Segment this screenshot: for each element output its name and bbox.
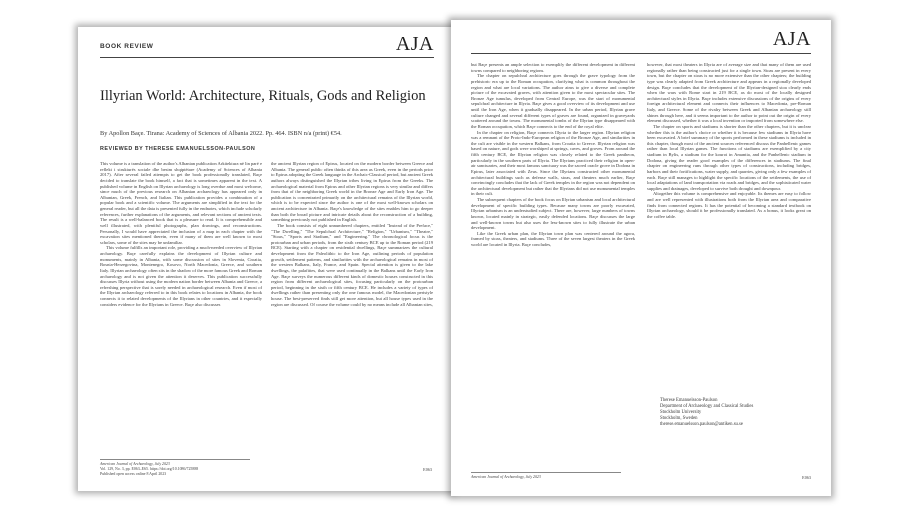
footer-rule [471,472,621,473]
footer-volume: Vol. 129, No. 3, pp. E063–E65. https://doi.org/10.1086/725888 [100,466,199,471]
book-review-page-right [451,20,831,496]
reviewer-name: REVIEWED BY THERESE EMANUELSSON-PAULSON [100,146,256,152]
footer-info [100,462,340,476]
signature-line: Therese Emanuelsson-Paulson [660,398,718,403]
paragraph: The chapter on sepulchral architecture goes through the grave typology from the prehistoric era up to the Roman occupation, clarifying what is common throughout the region and what are local variations. The author aims to give a diverse and complete picture of the excavated graves, with attention given to the most spectacular sites. The Bronze Age tumulus, developed from Central Europe, was the start of monumental sepulchral architecture in Illyria. Baçe gives a good overview of its development and use until the Iron Age, when it gradually disappeared. In the urban period, Illyrian grave culture changed and several different types of graves are found, organized in graveyards scattered around the towns. The monumental tombs of the Illyrian type disappeared with the Roman occupation, which Baçe connects to the end of the royal elite. [471,73,635,129]
book-review-page-left [78,27,454,491]
paragraph: The chapter on sports and stadiums is shorter than the other chapters, but it is unclear whether this is the author's choice or whether it is because few stadiums in Illyria have been excavated. A brief summary of the sports performed in these stadiums is included in this chapter, though most of the ancient sources referenced discuss the Panhellenic games rather than local Illyrian games. The functions of stadiums are exemplified by a city stadium in Bylis, a stadium for the kouroi in Amantia, and the Panhellenic stadium in Dodona, giving the reader good examples of the differences in stadiums. The final chapter on engineering runs through other types of constructions, including bridges, harbors and their fortifications, water supply, and quarries, giving only a few examples of each. Baçe still manages to highlight the specific locations of the settlements, the use of local adaptations of land transportation via roads and bridges, and the sophisticated water supplies and drainages, developed to survive both drought and downpour. [647,123,811,191]
text-column-left [471,62,635,248]
paragraph: This volume is a translation of the author's Albanian publication Arkitektura në lin parë e reflekt i strukturës sociale dhe besim shqiptëtare (Academy of Sciences of Albania 2017). After several failed attempts to get the book professionally translated, Baçe decided to translate the book himself, a fact that is sometimes apparent in the text. A published volume in English on Illyrian archaeology is long overdue and most welcome, since much of the previous research on Albanian archaeology has appeared only in Albanian, Greek, French, and Italian. This publication provides a combination of a popular book and a scientific volume. The arguments are simplified in the text for the general reader, but all the data is presented fully in the endnotes, which include scholarly references, further explanations of the arguments, and relevant sections of ancient texts. The result is a well-balanced book that is a pleasure to read. It is comprehensible and well illustrated, with plentiful photographs, plan drawings, and reconstructions. Personally, I would have appreciated the inclusion of a map in each chapter with the excavation sites mentioned therein, even if many of them are well known to most scholars, some of the sites may be unfamiliar. [100,161,262,245]
footer-rule [100,459,250,460]
text-column-right [271,161,433,307]
footer-journal: American Journal of Archaeology, July 2023 [471,475,541,479]
paragraph: This volume fulfills an important role, providing a much-needed overview of Illyrian archaeology. Baçe carefully explains the development of Illyrian culture and monuments, mainly in Albania, with some discussion of sites in Slovenia, Croatia, Bosnia-Herzegovina, Montenegro, Kosovo, North Macedonia, Greece, and southern Italy. Illyrian archaeology often sits in the shadow of the more famous Greek and Roman archaeology and is not given the attention it deserves. This publication successfully discusses Illyria without using the modern nation border between Albania and Greece, a refreshing perspective that is sorely needed in archaeological research. Even if most of the Illyrian archaeology referred to in this book relates to locations in Albania, the book connects it to related developments of the Illyrians in other countries, and it especially considers evidence for the Illyrians in Greece. Baçe also discusses [100,245,262,307]
review-title: Illyrian World: Architecture, Rituals, Gods and Religion [100,88,426,104]
footer-published: Published open access online 8 April 2023 [100,471,167,476]
journal-logo: AJA [772,28,811,50]
signature-line: Department of Archaeology and Classical Studies [660,404,754,409]
page-number: E063 [423,467,432,472]
header-rule [471,53,811,54]
paragraph: In the chapter on religion, Baçe connects Illyria to the larger region. Illyrian religion was a remnant of the Proto-Indo-European religion of the Bronze Age, and similarities in the cult are visible in the western Balkans, from Croatia to Greece. Illyrian religion was based on nature, and gods were worshiped at springs, caves, and groves. From around the fifth century BCE, the Illyrian religion was closely related to the Greek pantheon, particularly in the southern parts of Illyria. The Illyrians practiced their religion in open-air sanctuaries, and their most famous sanctuary was the sacred oracle grove in Dodona in Epirus, later associated with Zeus. Since the Illyrians constructed other monumental architectural buildings such as defense walls, stoas, and theaters much earlier, Baçe convincingly concludes that the lack of Greek temples in the region was not dependent on the architectural development but rather that the Illyrians did not use monumental temples in their cult. [471,129,635,197]
book-byline: By Apollon Baçe. Tirana: Academy of Sciences of Albania 2022. Pp. 464. ISBN n/a (print) €54. [100,130,342,137]
paragraph: The subsequent chapters of the book focus on Illyrian urbanism and local architectural development of specific building types. Because many towns are poorly excavated, Illyrian urbanism is an understudied subject. There are, however, large numbers of towns known, located mainly in strategic, easily defended locations. Baçe discusses the large and well-known towns but also uses the less-known sites to fully illustrate the urban development. [471,197,635,231]
signature-email: therese.emanuelsson.paulson@antiken.su.se [660,422,743,427]
paragraph: Altogether this volume is comprehensive and enjoyable. Its themes are easy to follow and are well represented with illustrations both from the Illyrian area and comparative finds from connected regions. It has the potential of becoming a standard textbook on Illyrian archaeology, should it be professionally translated. As a bonus, it looks great on the coffee table. [647,191,811,219]
paragraph: Like the Greek urban plan, the Illyrian town plan was centered around the agora, framed by stoas, theaters, and stadiums. Three of the seven largest theaters in the Greek world are located in Illyria. Baçe concludes, [471,230,635,247]
signature-line: Stockholm, Sweden [660,416,698,421]
paragraph: The book consists of eight unnumbered chapters, entitled "Instead of the Preface," "The Dwelling," "The Sepulchral Architecture," "Religion," "Urbanism," "Theatre," "Stoas," "Sports and Stadium," and "Engineering." The chronological focus is the protourban and urban periods, from the sixth century BCE up to the Roman period (219 BCE). Starting with a chapter on residential dwellings, Baçe summarizes the cultural development from the Paleolithic to the Iron Age, outlining periods of population growth, settlement patterns, and similarities with the archaeological remains in most of the western Balkans, Italy, France, and Spain. Special attention is given to the lake dwellings, the palafittes, that were used continually in the Balkans until the Early Iron Age. Baçe surveys the numerous different kinds of domestic houses constructed in this region from different archaeological sites, focusing particularly on the protourban period, beginning in the sixth or fifth century BCE. He includes a variety of types of dwellings rather than presenting only the one famous model, the Macedonian peristyle house. The best-preserved finds still get more attention, but all house types used in the region are discussed. Of course the volume could by no means include all Albanian sites, [271,222,433,307]
paragraph: however, that most theaters in Illyria are of average size and that many of them are used regionally rather than being constructed just for a single town. Stoas are present in every town, but the chapter on stoas is no more extensive than the other chapters; the building type was clearly adapted from Greek architecture and appears in a regionally developed design. Baçe concludes that the development of the Illyrian-designed stoa clearly ends when the wars with Rome start in 219 BCE, as do most of the locally designed architectural styles in Illyria. Baçe includes extensive discussions of the origins of every foreign architectural element and connects their influences to Macedonia, pre-Roman Italy, and Greece. Some of the rivalry between Greek and Albanian archaeology still shines through here, and it seems important to the author to point out the origin of every element discussed, whether it was a local invention or imported from somewhere else. [647,62,811,124]
section-label: BOOK REVIEW [100,43,154,50]
page-number: E063 [802,475,811,480]
text-column-right [647,62,811,220]
footer-journal: American Journal of Archaeology, July 2023 [100,462,170,466]
header-rule [100,57,434,58]
paragraph: the ancient Illyrian region of Epirus, located on the modern border between Greece and Albania. The general public often thinks of this area as Greek, even in the periods prior to Epirus adopting the Greek language in the Archaic-Classical period, but ancient Greek authors always distinguished the Illyrian tribes living in Epirus from the Greeks. The archaeological material from Epirus and other Illyrian regions is very similar and differs from that of the neighboring Greek world in the Bronze Age and Early Iron Age. The publication is concentrated primarily on the architectural remains of the Illyrian world, which is to be expected since the author is one of the most well-known scholars on ancient architecture in Albania. Baçe's knowledge of the sites enables him to go deeper than both the broad picture and intricate details about the reconstruction of a building, something previously not published in English. [271,161,433,223]
text-column-left [100,161,262,307]
reviewer-signature [660,398,753,428]
paragraph: but Baçe presents an ample selection to exemplify the different development in different towns compared to neighboring regions. [471,62,635,73]
journal-logo: AJA [395,33,434,55]
signature-line: Stockholm University [660,410,702,415]
